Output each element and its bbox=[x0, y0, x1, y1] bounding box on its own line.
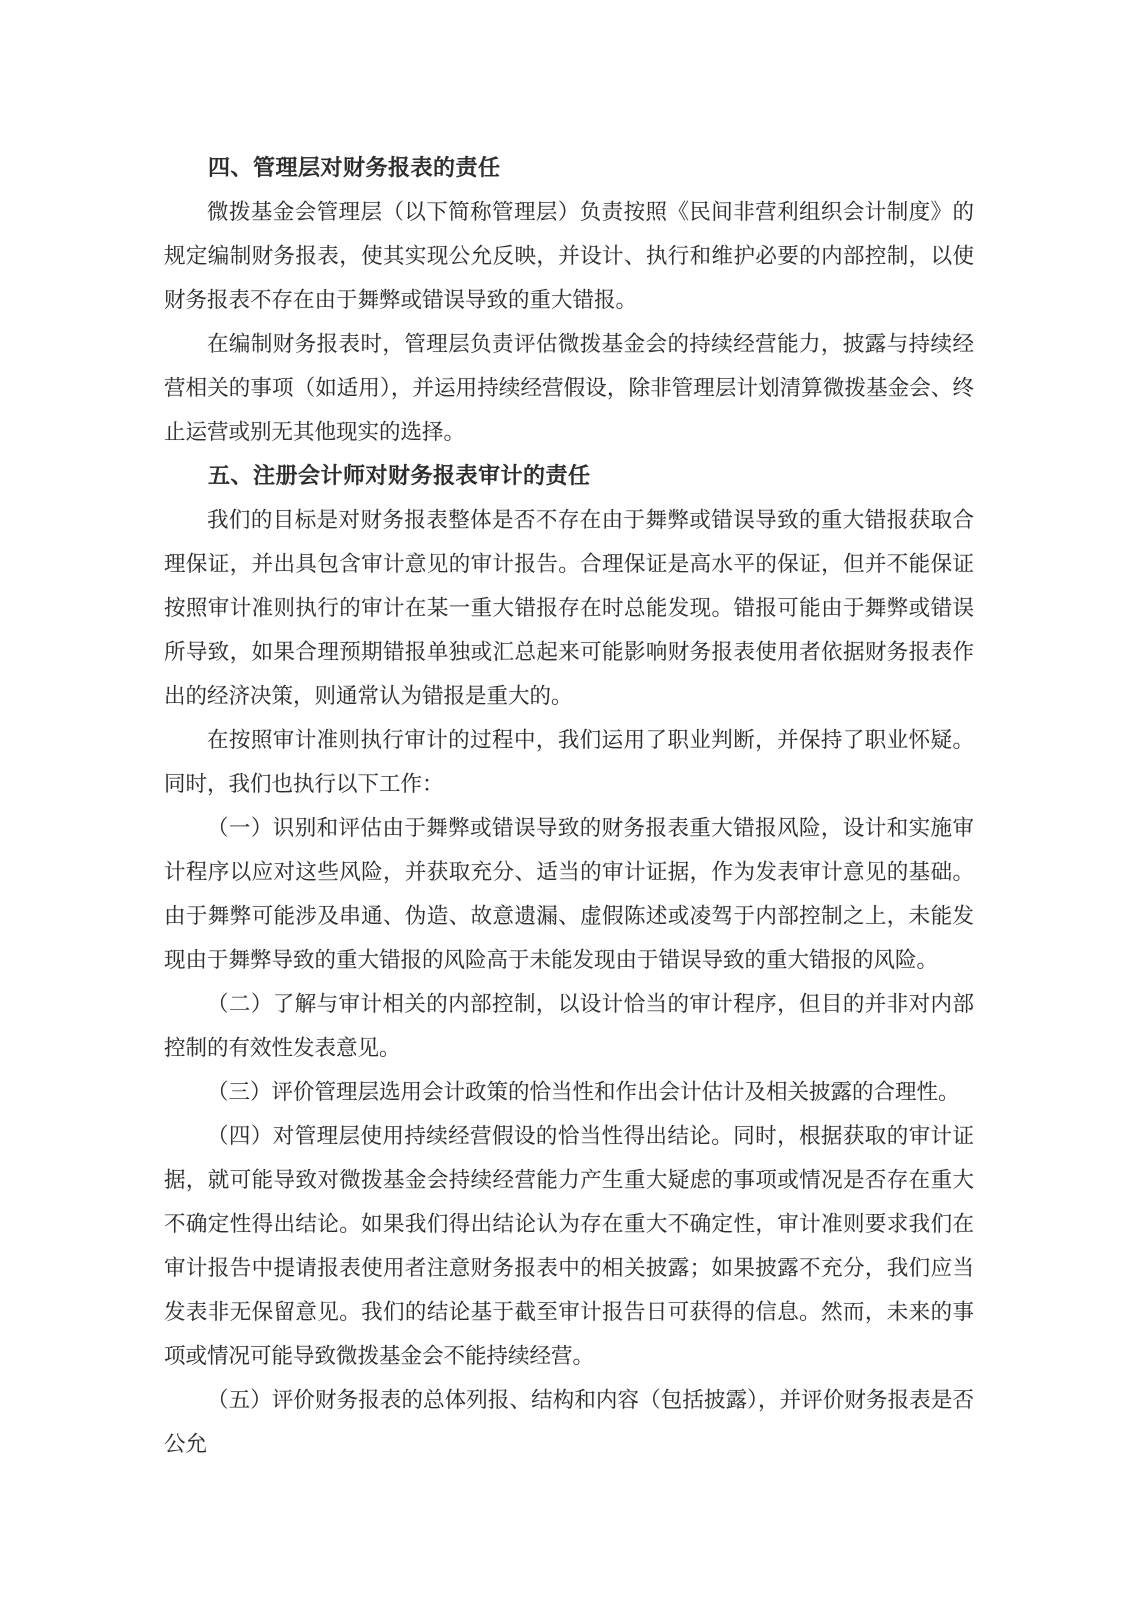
paragraph-item-5-overall-presentation: （五）评价财务报表的总体列报、结构和内容（包括披露），并评价财务报表是否公允 bbox=[164, 1388, 974, 1456]
paragraph-item-4-going-concern-conclusion: （四）对管理层使用持续经营假设的恰当性得出结论。同时，根据获取的审计证据，就可能导致对微拨基金会持续经营能力产生重大疑虑的事项或情况是否存在重大不确定性得出结论。如果我们得出结论认为存在重大不确定性，审计准则要求我们在审计报告中提请报表使用者注意财务报表中的相关披露；如果披露不充分，我们应当发表非无保留意见。我们的结论基于截至审计报告日可获得的信息。然而，未来的事项或情况可能导致微拨基金会不能持续经营。 bbox=[164, 1124, 974, 1368]
paragraph-item-3-accounting-policies: （三）评价管理层选用会计政策的恰当性和作出会计估计及相关披露的合理性。 bbox=[207, 1080, 960, 1104]
paragraph-item-1-risk-assessment: （一）识别和评估由于舞弊或错误导致的财务报表重大错报风险，设计和实施审计程序以应对这些风险，并获取充分、适当的审计证据，作为发表审计意见的基础。由于舞弊可能涉及串通、伪造、故意遗漏、虚假陈述或凌驾于内部控制之上，未能发现由于舞弊导致的重大错报的风险高于未能发现由于错误导致的重大错报的风险。 bbox=[164, 816, 974, 972]
paragraph-management-prepare-statements: 微拨基金会管理层（以下简称管理层）负责按照《民间非营利组织会计制度》的规定编制财务报表，使其实现公允反映，并设计、执行和维护必要的内部控制，以使财务报表不存在由于舞弊或错误导致的重大错报。 bbox=[164, 200, 974, 312]
paragraph-audit-objective: 我们的目标是对财务报表整体是否不存在由于舞弊或错误导致的重大错报获取合理保证，并出具包含审计意见的审计报告。合理保证是高水平的保证，但并不能保证按照审计准则执行的审计在某一重大错报存在时总能发现。错报可能由于舞弊或错误所导致，如果合理预期错报单独或汇总起来可能影响财务报表使用者依据财务报表作出的经济决策，则通常认为错报是重大的。 bbox=[164, 508, 974, 708]
section-heading-management-responsibility: 四、管理层对财务报表的责任 bbox=[208, 155, 501, 180]
paragraph-management-going-concern: 在编制财务报表时，管理层负责评估微拨基金会的持续经营能力，披露与持续经营相关的事项（如适用），并运用持续经营假设，除非管理层计划清算微拨基金会、终止运营或别无其他现实的选择。 bbox=[164, 332, 974, 444]
paragraph-professional-judgment: 在按照审计准则执行审计的过程中，我们运用了职业判断，并保持了职业怀疑。同时，我们也执行以下工作： bbox=[164, 728, 974, 796]
section-heading-auditor-responsibility: 五、注册会计师对财务报表审计的责任 bbox=[208, 463, 591, 488]
document-text-block bbox=[164, 146, 974, 1466]
paragraph-item-2-internal-control: （二）了解与审计相关的内部控制，以设计恰当的审计程序，但目的并非对内部控制的有效性发表意见。 bbox=[164, 992, 974, 1060]
